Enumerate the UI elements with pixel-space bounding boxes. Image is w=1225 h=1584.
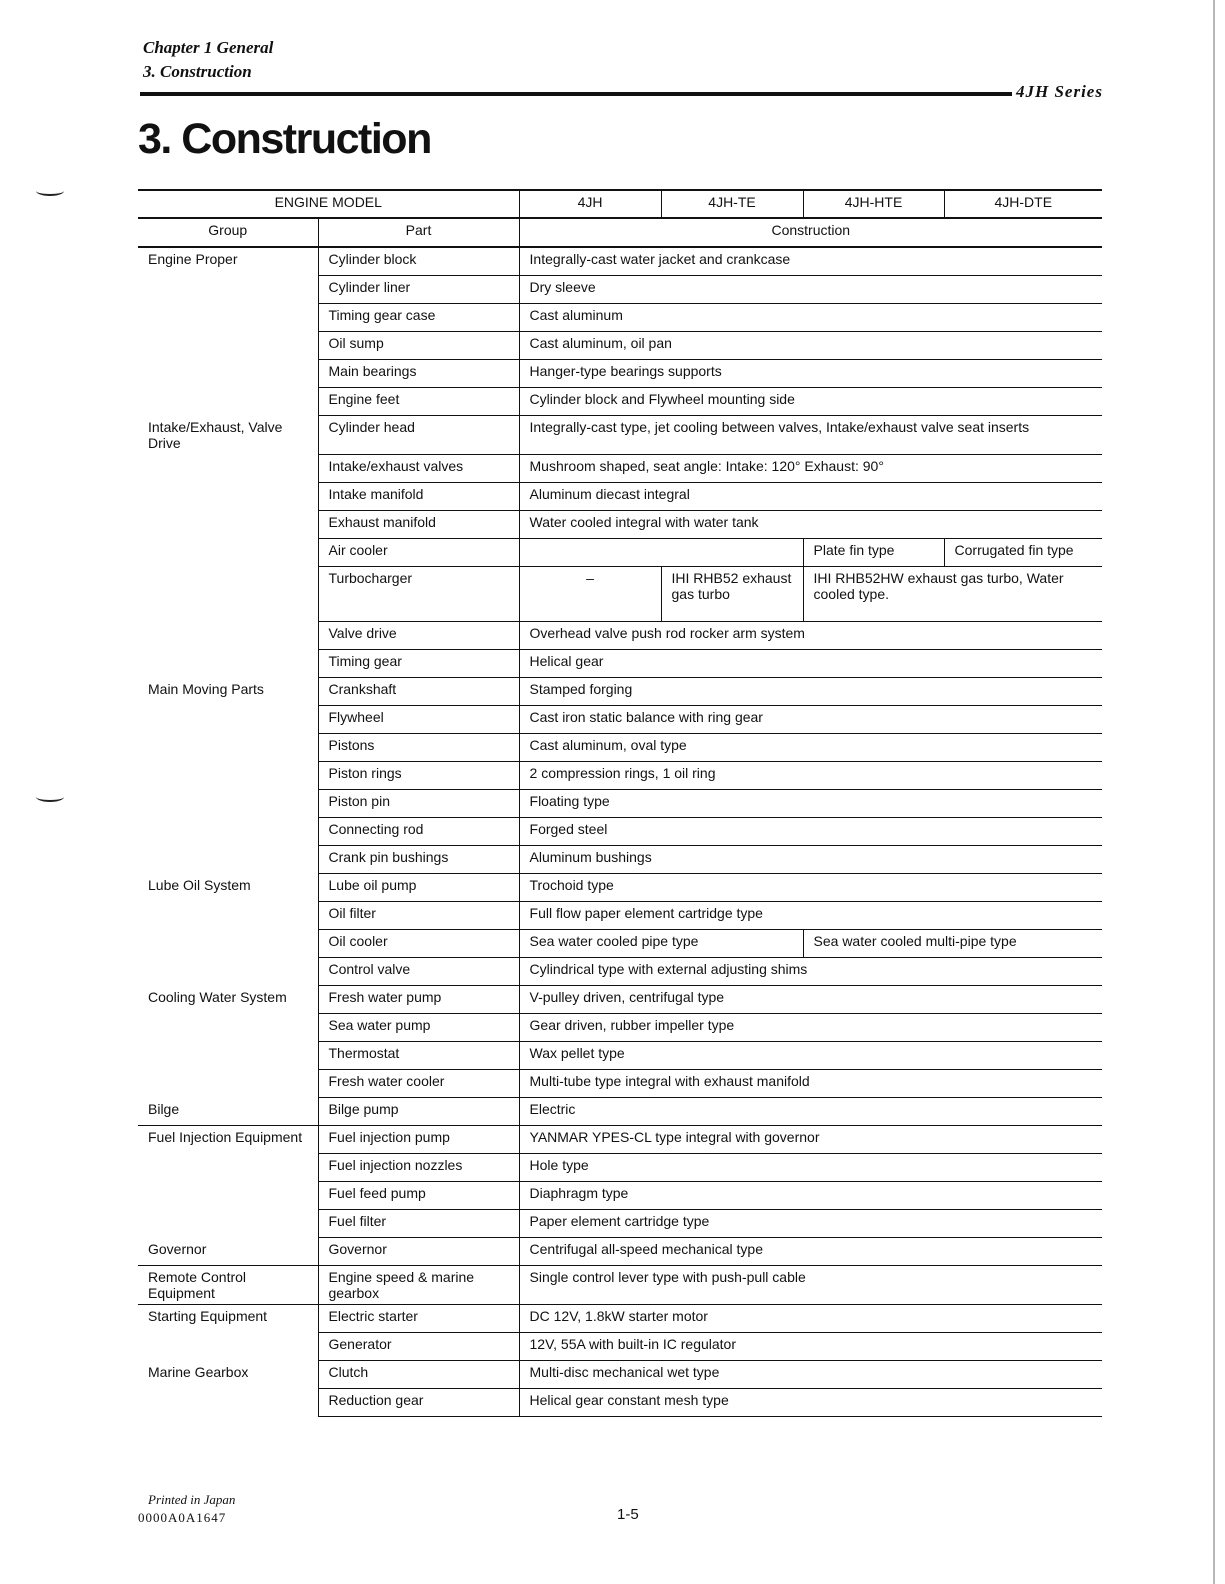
part-cell: Turbocharger <box>318 567 519 622</box>
construction-cell: Stamped forging <box>519 678 1102 706</box>
engine-model-row <box>138 190 1102 218</box>
part-cell: Crank pin bushings <box>318 846 519 874</box>
engine-model-label: ENGINE MODEL <box>138 190 519 218</box>
part-cell: Clutch <box>318 1361 519 1389</box>
construction-cell: Cast aluminum <box>519 304 1102 332</box>
table-row <box>138 874 1102 902</box>
chapter-header <box>143 36 273 84</box>
table-row <box>138 1238 1102 1266</box>
part-cell: Oil sump <box>318 332 519 360</box>
part-cell: Flywheel <box>318 706 519 734</box>
part-cell: Lube oil pump <box>318 874 519 902</box>
part-cell: Governor <box>318 1238 519 1266</box>
group-cell: Marine Gearbox <box>148 1363 249 1380</box>
construction-cell: Single control lever type with push-pull cable <box>519 1266 1102 1305</box>
part-cell: Oil filter <box>318 902 519 930</box>
construction-cell: YANMAR YPES-CL type integral with governor <box>519 1126 1102 1154</box>
construction-cell: Diaphragm type <box>519 1182 1102 1210</box>
part-cell: Control valve <box>318 958 519 986</box>
construction-cell: Integrally-cast type, jet cooling between valves, Intake/exhaust valve seat inserts <box>519 416 1102 455</box>
part-cell: Reduction gear <box>318 1389 519 1417</box>
construction-table <box>138 189 1102 1417</box>
part-cell: Pistons <box>318 734 519 762</box>
group-cell: Bilge <box>138 1098 318 1126</box>
construction-cell: Full flow paper element cartridge type <box>519 902 1102 930</box>
part-cell: Connecting rod <box>318 818 519 846</box>
construction-cell: IHI RHB52HW exhaust gas turbo, Water cooled type. <box>803 567 1102 622</box>
construction-cell: Forged steel <box>519 818 1102 846</box>
construction-cell: Floating type <box>519 790 1102 818</box>
part-cell: Bilge pump <box>318 1098 519 1126</box>
table-row <box>138 1361 1102 1389</box>
model-4jh-hte: 4JH-HTE <box>803 190 944 218</box>
part-cell: Crankshaft <box>318 678 519 706</box>
part-cell: Generator <box>318 1333 519 1361</box>
part-cell: Thermostat <box>318 1042 519 1070</box>
part-cell: Exhaust manifold <box>318 511 519 539</box>
construction-cell: Gear driven, rubber impeller type <box>519 1014 1102 1042</box>
construction-cell: Hole type <box>519 1154 1102 1182</box>
group-cell: Main Moving Parts <box>148 680 264 697</box>
page-number: 1-5 <box>617 1506 639 1523</box>
construction-cell: V-pulley driven, centrifugal type <box>519 986 1102 1014</box>
part-cell: Electric starter <box>318 1305 519 1333</box>
chapter-title: Chapter 1 General <box>143 38 274 57</box>
model-4jh: 4JH <box>519 190 661 218</box>
construction-cell: Sea water cooled pipe type <box>519 930 803 958</box>
part-cell: Cylinder head <box>318 416 519 455</box>
part-cell: Valve drive <box>318 622 519 650</box>
part-cell: Oil cooler <box>318 930 519 958</box>
construction-cell: Helical gear constant mesh type <box>519 1389 1102 1417</box>
table-row <box>138 1266 1102 1305</box>
construction-cell: – <box>519 567 661 622</box>
part-cell: Timing gear case <box>318 304 519 332</box>
construction-cell: Paper element cartridge type <box>519 1210 1102 1238</box>
group-cell: Lube Oil System <box>148 876 251 893</box>
part-cell: Sea water pump <box>318 1014 519 1042</box>
table-row <box>138 1098 1102 1126</box>
part-cell: Piston rings <box>318 762 519 790</box>
part-cell: Cylinder liner <box>318 276 519 304</box>
construction-cell: IHI RHB52 exhaust gas turbo <box>661 567 803 622</box>
construction-cell: Dry sleeve <box>519 276 1102 304</box>
part-cell: Piston pin <box>318 790 519 818</box>
col-part: Part <box>318 218 519 247</box>
part-cell: Air cooler <box>318 539 519 567</box>
table-row <box>138 1126 1102 1154</box>
part-cell: Main bearings <box>318 360 519 388</box>
binding-mark <box>36 186 64 196</box>
part-cell: Fresh water cooler <box>318 1070 519 1098</box>
construction-cell: Multi-tube type integral with exhaust manifold <box>519 1070 1102 1098</box>
construction-cell: Overhead valve push rod rocker arm system <box>519 622 1102 650</box>
part-cell: Engine feet <box>318 388 519 416</box>
col-construction: Construction <box>519 218 1102 247</box>
construction-cell: Corrugated fin type <box>944 539 1102 567</box>
header-rule <box>140 92 1012 96</box>
page-edge-shadow <box>1213 0 1225 1584</box>
construction-cell: Water cooled integral with water tank <box>519 511 1102 539</box>
part-cell: Fuel injection pump <box>318 1126 519 1154</box>
group-cell: Governor <box>138 1238 318 1266</box>
part-cell: Engine speed & marine gearbox <box>318 1266 519 1305</box>
table-row <box>138 1305 1102 1333</box>
construction-cell: Mushroom shaped, seat angle: Intake: 120° Exhaust: 90° <box>519 455 1102 483</box>
construction-cell: Aluminum bushings <box>519 846 1102 874</box>
part-cell: Timing gear <box>318 650 519 678</box>
part-cell: Intake manifold <box>318 483 519 511</box>
group-cell: Cooling Water System <box>148 988 287 1005</box>
construction-cell: 2 compression rings, 1 oil ring <box>519 762 1102 790</box>
construction-cell: Cast aluminum, oval type <box>519 734 1102 762</box>
group-cell: Fuel Injection Equipment <box>148 1129 303 1145</box>
part-cell: Cylinder block <box>318 247 519 276</box>
table-row <box>138 416 1102 455</box>
construction-cell: Multi-disc mechanical wet type <box>519 1361 1102 1389</box>
binding-mark <box>36 792 64 802</box>
part-cell: Fuel feed pump <box>318 1182 519 1210</box>
construction-cell: Wax pellet type <box>519 1042 1102 1070</box>
part-cell: Fresh water pump <box>318 986 519 1014</box>
model-4jh-te: 4JH-TE <box>661 190 803 218</box>
part-cell: Fuel filter <box>318 1210 519 1238</box>
construction-cell: Helical gear <box>519 650 1102 678</box>
printed-note: Printed in Japan <box>148 1492 236 1507</box>
construction-cell: DC 12V, 1.8kW starter motor <box>519 1305 1102 1333</box>
construction-cell: Hanger-type bearings supports <box>519 360 1102 388</box>
col-group: Group <box>138 218 318 247</box>
construction-cell: Cylindrical type with external adjusting shims <box>519 958 1102 986</box>
group-cell: Engine Proper <box>148 251 238 267</box>
table-row <box>138 247 1102 276</box>
series-label: 4JH Series <box>1016 82 1103 101</box>
column-header-row <box>138 218 1102 247</box>
document-code: 0000A0A1647 <box>138 1510 227 1525</box>
construction-cell: Plate fin type <box>803 539 944 567</box>
construction-cell: Electric <box>519 1098 1102 1126</box>
page-title: 3. Construction <box>138 115 431 163</box>
construction-cell: Integrally-cast water jacket and crankcase <box>519 247 1102 276</box>
construction-cell: Cast aluminum, oil pan <box>519 332 1102 360</box>
construction-cell: Centrifugal all-speed mechanical type <box>519 1238 1102 1266</box>
part-cell: Intake/exhaust valves <box>318 455 519 483</box>
part-cell: Fuel injection nozzles <box>318 1154 519 1182</box>
group-cell: Intake/Exhaust, Valve Drive <box>148 418 283 451</box>
group-cell: Starting Equipment <box>148 1308 268 1324</box>
table-row <box>138 986 1102 1014</box>
construction-cell: Aluminum diecast integral <box>519 483 1102 511</box>
section-title: 3. Construction <box>143 62 252 81</box>
construction-cell <box>519 539 803 567</box>
model-4jh-dte: 4JH-DTE <box>944 190 1102 218</box>
construction-cell: Cylinder block and Flywheel mounting side <box>519 388 1102 416</box>
group-cell: Remote Control Equipment <box>138 1266 318 1305</box>
construction-cell: Trochoid type <box>519 874 1102 902</box>
construction-cell: Cast iron static balance with ring gear <box>519 706 1102 734</box>
construction-cell: Sea water cooled multi-pipe type <box>803 930 1102 958</box>
construction-cell: 12V, 55A with built-in IC regulator <box>519 1333 1102 1361</box>
table-row <box>138 678 1102 706</box>
